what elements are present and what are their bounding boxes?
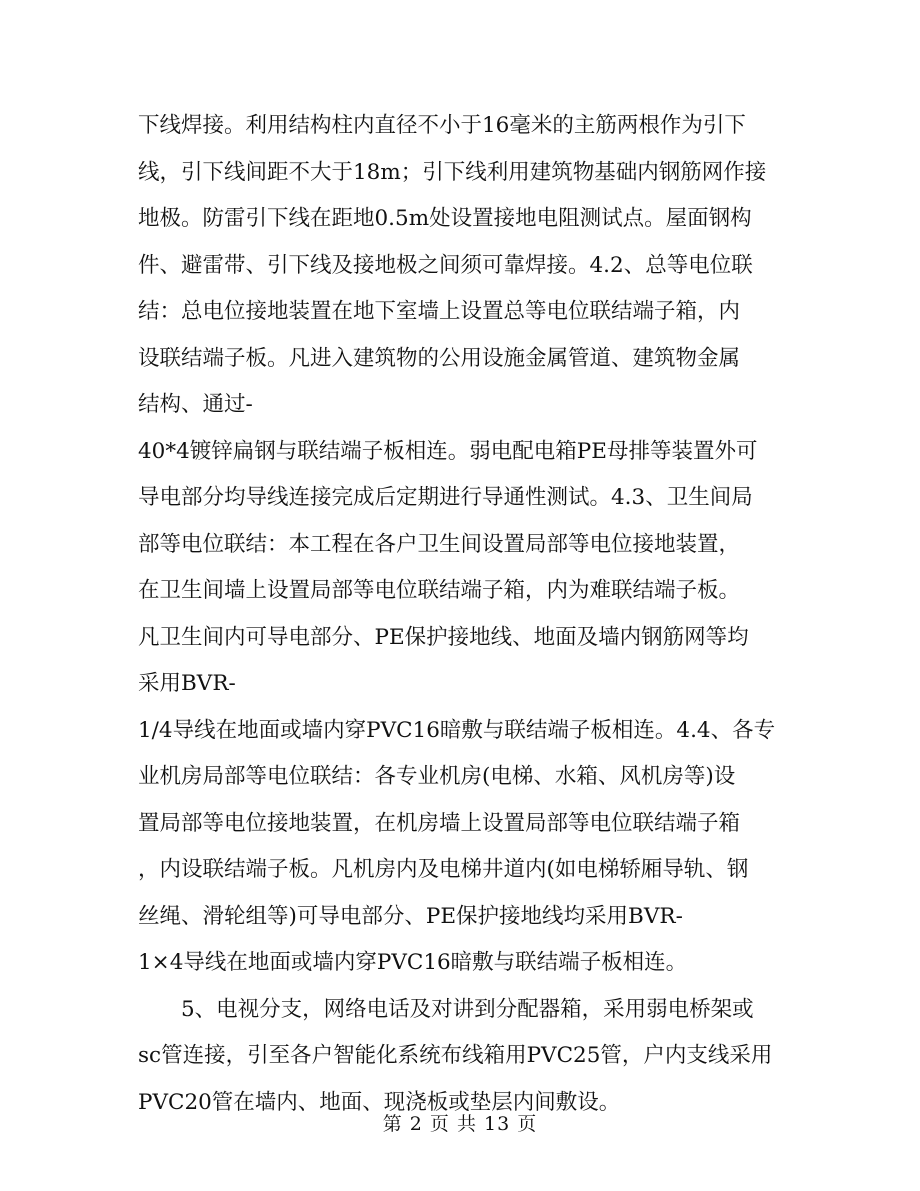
text-line: sc管连接，引至各户智能化系统布线箱用PVC25管，户内支线采用: [138, 1043, 773, 1068]
text-line: 40*4镀锌扁钢与联结端子板相连。弱电配电箱PE母排等装置外可: [138, 438, 758, 464]
text-line: 1/4导线在地面或墙内穿PVC16暗敷与联结端子板相连。4.4、各专: [138, 717, 776, 743]
text-line: 采用BVR-: [138, 671, 236, 696]
text-line: PVC20管在墙内、地面、现浇板或垫层内间敷设。: [138, 1089, 621, 1115]
text-line: 部等电位联结：本工程在各户卫生间设置局部等电位接地装置，: [138, 531, 741, 557]
text-line: 在卫生间墙上设置局部等电位联结端子箱，内为难联结端子板。: [138, 578, 741, 603]
paragraph-start-line: 5、电视分支，网络电话及对讲到分配器箱，采用弱电桥架或: [181, 996, 754, 1022]
text-line: 线，引下线间距不大于18m；引下线利用建筑物基础内钢筋网作接: [138, 159, 767, 185]
page-number-footer: 第 2 页 共 13 页: [382, 1113, 538, 1135]
document-body: [138, 103, 798, 1126]
text-line: 地极。防雷引下线在距地0.5m处设置接地电阻测试点。屋面钢构: [138, 206, 752, 231]
text-line: 业机房局部等电位联结：各专业机房(电梯、水箱、风机房等)设: [138, 764, 736, 789]
text-line: 件、避雷带、引下线及接地极之间须可靠焊接。4.2、总等电位联: [138, 252, 753, 278]
text-line: 丝绳、滑轮组等)可导电部分、PE保护接地线均采用BVR-: [138, 903, 683, 929]
text-line: 设联结端子板。凡进入建筑物的公用设施金属管道、建筑物金属: [138, 345, 741, 371]
text-line: 导电部分均导线连接完成后定期进行导通性测试。4.3、卫生间局: [138, 485, 753, 510]
text-line: 置局部等电位接地装置，在机房墙上设置局部等电位联结端子箱: [138, 810, 741, 836]
text-line: 1×4导线在地面或墙内穿PVC16暗敷与联结端子板相连。: [138, 950, 688, 975]
text-line: 结：总电位接地装置在地下室墙上设置总等电位联结端子箱，内: [138, 299, 741, 324]
text-line: 下线焊接。利用结构柱内直径不小于16毫米的主筋两根作为引下: [138, 113, 746, 138]
text-line: 结构、通过-: [138, 392, 253, 417]
text-line: ，内设联结端子板。凡机房内及电梯井道内(如电梯轿厢导轨、钢: [138, 857, 749, 882]
text-line: 凡卫生间内可导电部分、PE保护接地线、地面及墙内钢筋网等均: [138, 624, 749, 650]
